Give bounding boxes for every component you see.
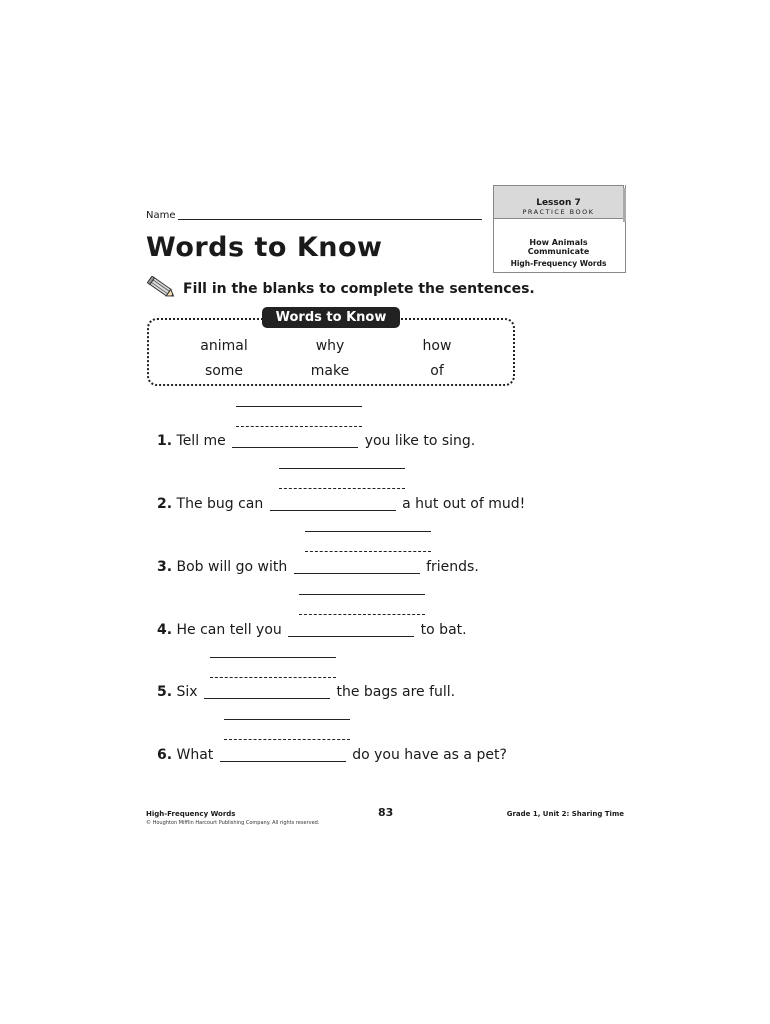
story-title [493,238,624,256]
handwriting-top-line [279,468,405,469]
page-title: Words to Know [146,232,383,263]
handwriting-top-line [299,594,425,595]
skill-label: High-Frequency Words [510,259,607,268]
lesson-number: Lesson 7 [536,198,581,208]
question-number: 6. [157,747,173,763]
handwriting-mid-line [224,739,350,740]
answer-blank-3[interactable] [294,559,420,574]
question-1 [157,433,475,449]
answer-blank-4[interactable] [288,622,414,637]
question-number: 1. [157,433,173,449]
handwriting-mid-line [279,488,405,489]
page-number: 83 [378,806,394,819]
answer-blank-5[interactable] [204,684,330,699]
instructions: Fill in the blanks to complete the sentences. [183,281,535,297]
question-number: 5. [157,684,173,700]
pencil-icon [147,276,177,304]
question-number: 4. [157,622,173,638]
question-text-after: you like to sing. [364,433,476,449]
question-number: 2. [157,496,173,512]
question-text-before: He can tell you [176,622,282,638]
question-3 [157,559,479,575]
handwriting-mid-line [210,677,336,678]
word-how: how [422,338,452,354]
question-text-before: Tell me [176,433,226,449]
handwriting-top-line [224,719,350,720]
word-some: some [204,363,244,379]
name-label: Name [146,210,176,221]
question-text-after: a hut out of mud! [402,496,526,512]
question-text-before: The bug can [176,496,264,512]
name-line [178,219,482,220]
question-text-after: to bat. [420,622,467,638]
handwriting-top-line [210,657,336,658]
story-title-line2: Communicate [527,247,590,256]
question-5 [157,684,455,700]
word-box-title: Words to Know [262,307,400,328]
word-animal: animal [200,338,248,354]
practice-book-label: PRACTICE BOOK [522,208,595,216]
handwriting-mid-line [299,614,425,615]
handwriting-mid-line [305,551,431,552]
question-text-after: friends. [426,559,479,575]
question-2 [157,496,525,512]
footer-skill: High-Frequency Words [146,810,236,818]
question-text-before: What [176,747,214,763]
word-why: why [315,338,345,354]
question-text-before: Six [176,684,198,700]
handwriting-mid-line [236,426,362,427]
footer-unit: Grade 1, Unit 2: Sharing Time [506,810,624,818]
word-make: make [310,363,350,379]
answer-blank-2[interactable] [270,496,396,511]
word-of: of [430,363,444,379]
handwriting-top-line [236,406,362,407]
question-text-before: Bob will go with [176,559,288,575]
answer-blank-1[interactable] [232,433,358,448]
question-4 [157,622,467,638]
answer-blank-6[interactable] [220,747,346,762]
question-text-after: the bags are full. [336,684,456,700]
story-title-line1: How Animals [529,238,588,247]
question-number: 3. [157,559,173,575]
question-6 [157,747,507,763]
question-text-after: do you have as a pet? [352,747,507,763]
footer-copyright: © Houghton Mifflin Harcourt Publishing Company. All rights reserved. [146,820,320,826]
handwriting-top-line [305,531,431,532]
